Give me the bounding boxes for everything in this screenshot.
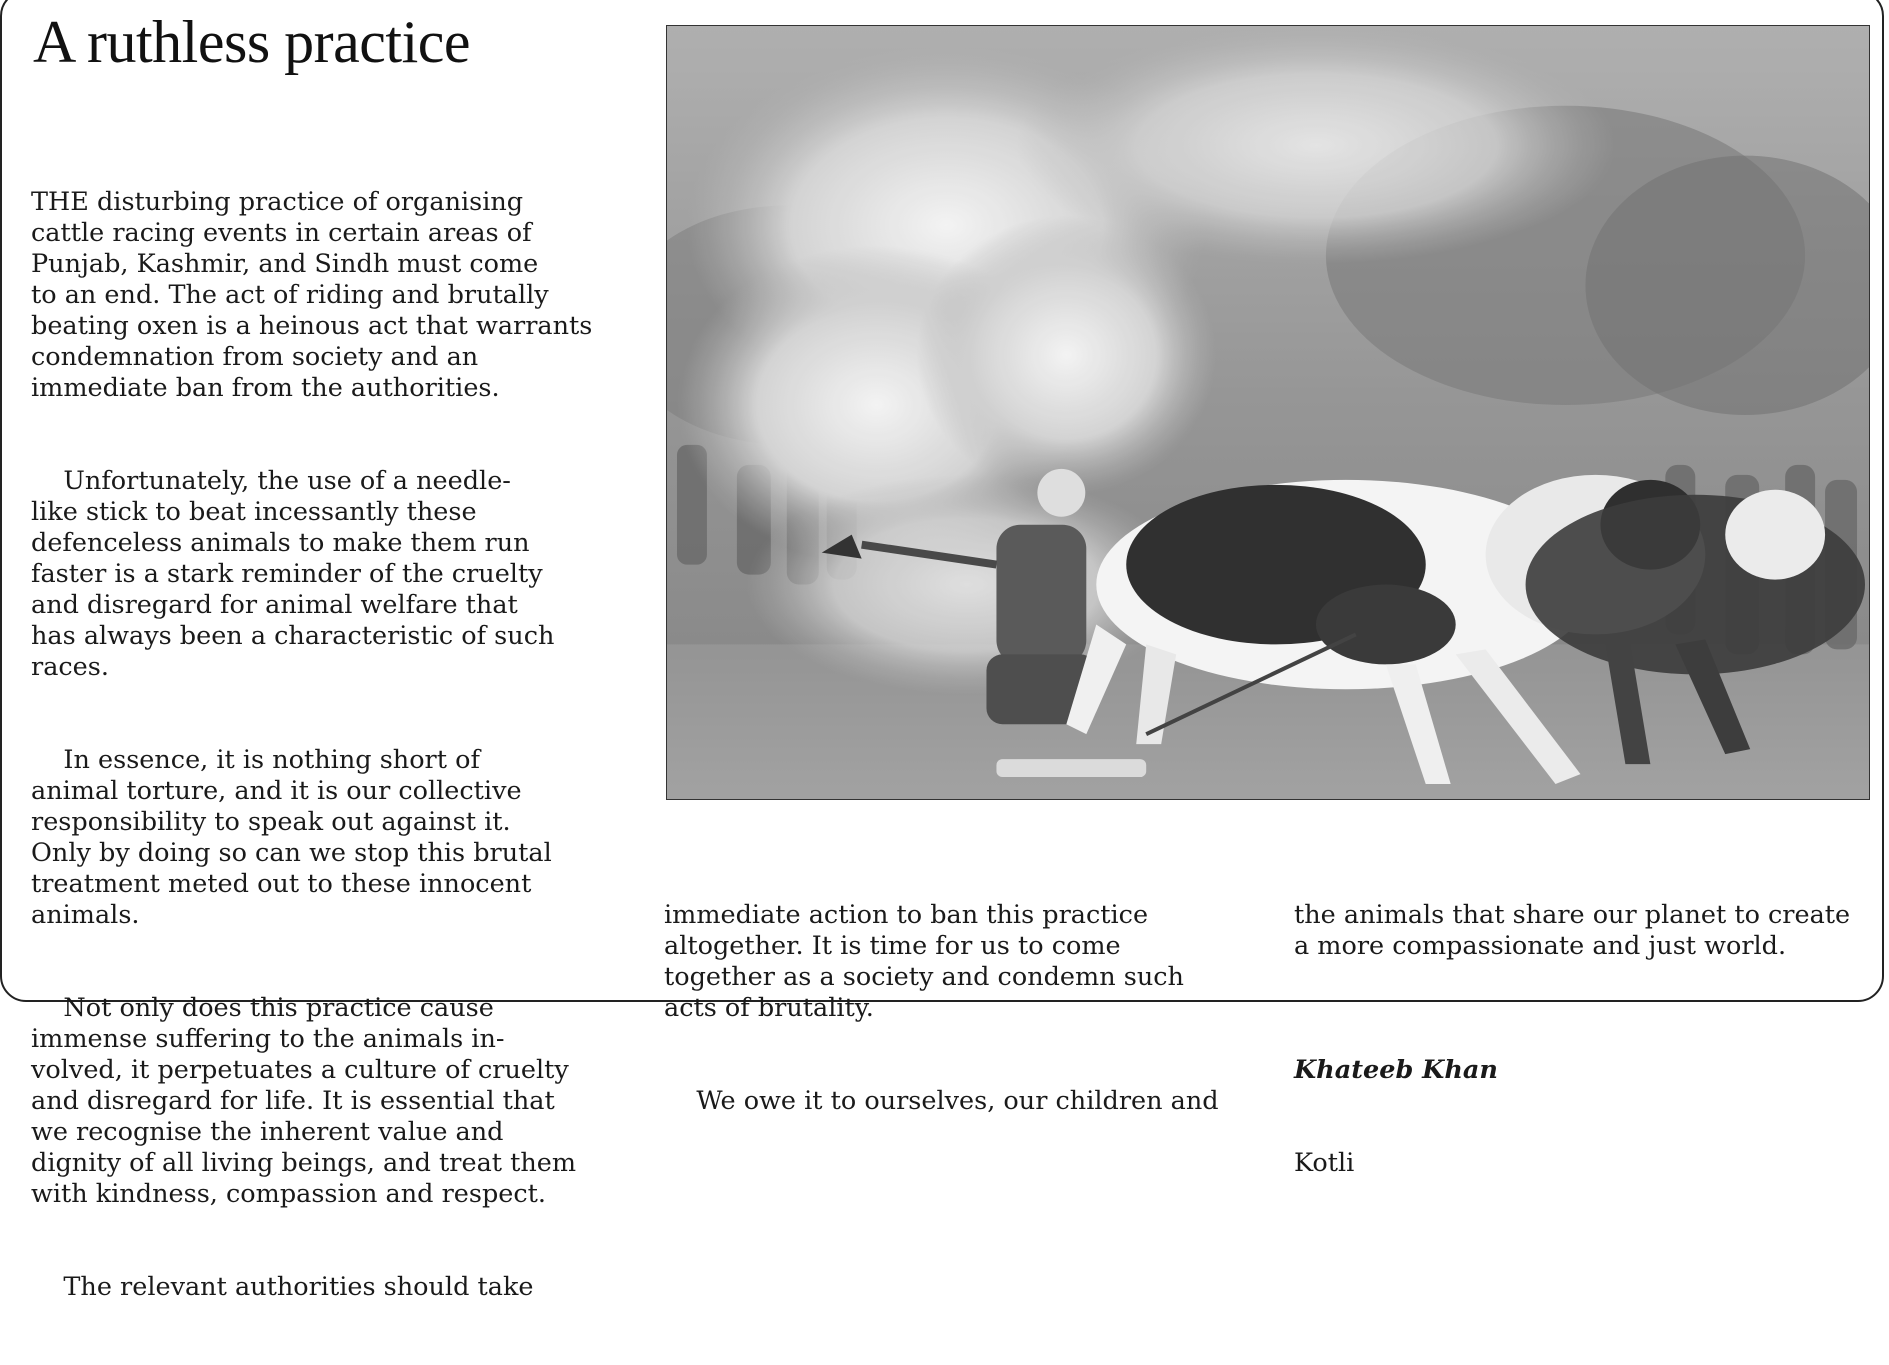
column-3 (1294, 838, 1850, 1241)
paragraph: immediate action to ban this practice altogether. It is time for us to come together as a society and condemn such acts of brutality. (664, 900, 1184, 1023)
paragraph: The relevant authorities should take (31, 1272, 534, 1302)
photo-illustration (667, 26, 1869, 799)
author-location: Kotli (1294, 1148, 1355, 1178)
paragraph: Not only does this practice cause immense suffering to the animals in- volved, it perpetuates a culture of cruelty and disregard for life. It is essential that we recognise the inherent value and dignity of all living beings, and treat them with kindness, compassion and respect. (31, 993, 577, 1209)
news-photo (666, 25, 1870, 800)
column-1 (31, 125, 592, 1365)
author-name: Khateeb Khan (1294, 1055, 1498, 1085)
paragraph: the animals that share our planet to create a more compassionate and just world. (1294, 900, 1851, 961)
paragraph: We owe it to ourselves, our children and (664, 1086, 1219, 1116)
paragraph: THE disturbing practice of organising cattle racing events in certain areas of Punjab, Kashmir, and Sindh must come to an end. The act of riding and brutally beating oxen is a heinous act that warrants condemnation from society and an immediate ban from the authorities. (31, 187, 593, 403)
column-2 (664, 838, 1219, 1179)
paragraph: Unfortunately, the use of a needle- like stick to beat incessantly these defenceless animals to make them run faster is a stark reminder of the cruelty and disregard for animal welfare that has always been a characteristic of such races. (31, 466, 555, 682)
headline: A ruthless practice (33, 9, 471, 75)
paragraph: In essence, it is nothing short of animal torture, and it is our collective responsibility to speak out against it. Only by doing so can we stop this brutal treatment meted out to these innocent animals. (31, 745, 552, 930)
